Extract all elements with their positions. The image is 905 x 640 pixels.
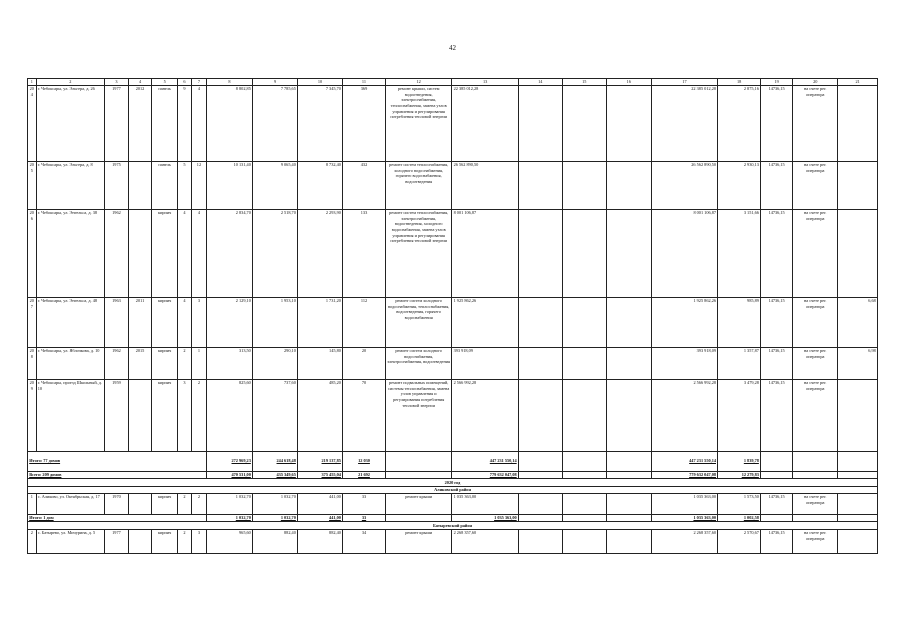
total-row: [28, 451, 878, 471]
year-heading: [28, 479, 878, 486]
cell-s2: 882,40: [253, 529, 298, 553]
cell-c16: [606, 85, 651, 161]
column-number: 11: [343, 79, 386, 86]
cell-res: 369: [343, 85, 386, 161]
district-heading: [28, 522, 878, 529]
table-row: [28, 209, 878, 297]
table-row: [28, 85, 878, 161]
cell-fund: 8 001 106,87: [651, 209, 717, 297]
total-sum: 1 035 363,00: [452, 515, 518, 522]
cell-en: 3: [191, 297, 206, 347]
total-label: Всего: 209 домов: [28, 471, 207, 478]
cell-s3: 8 732,40: [298, 161, 343, 209]
cell-unit: 1 573,50: [718, 494, 761, 515]
cell-addr: с. Аликово, ул. Октябрьская, д. 17: [36, 494, 105, 515]
cell-res: 20: [343, 347, 386, 379]
cell-c14: [518, 297, 562, 347]
total-empty: [385, 451, 451, 471]
total-empty: [518, 471, 562, 478]
total-s3: 441,00: [298, 515, 343, 522]
cell-y2: 2015: [128, 347, 152, 379]
cell-acct: на счете рег. оператора: [793, 297, 838, 347]
cell-y2: [128, 161, 152, 209]
cell-work: ремонт систем холодного водоснабжения, электроснабжения, водоотведения: [385, 347, 451, 379]
cell-fl: 4: [178, 209, 192, 297]
cell-y2: [128, 209, 152, 297]
cell-y1: 1963: [105, 297, 129, 347]
cell-mat: панель: [152, 85, 178, 161]
column-number: 17: [651, 79, 717, 86]
cell-en: 3: [191, 529, 206, 553]
total-s1: 470 531,00: [206, 471, 252, 478]
table-row: [28, 347, 878, 379]
column-number: 10: [298, 79, 343, 86]
cell-s3: 145,80: [298, 347, 343, 379]
cell-c15: [562, 347, 606, 379]
cell-y1: 1959: [105, 379, 129, 451]
cell-en: 2: [191, 379, 206, 451]
cell-lim: 14736,15: [761, 209, 793, 297]
cell-fl: 5: [178, 161, 192, 209]
cell-c16: [606, 494, 651, 515]
total-empty: [606, 515, 651, 522]
cell-y1: 1962: [105, 347, 129, 379]
cell-lim: 14736,15: [761, 494, 793, 515]
cell-c21: [838, 379, 878, 451]
cell-acct: на счете рег. оператора: [793, 209, 838, 297]
total-s1: 272 969,23: [206, 451, 252, 471]
cell-acct: на счете рег. оператора: [793, 161, 838, 209]
cell-work: ремонт крыши: [385, 494, 451, 515]
cell-fund: 2 566 992,28: [651, 379, 717, 451]
cell-c21: [838, 209, 878, 297]
cell-addr: г. Чебоксары, ул. Энгельса, д. 48: [36, 297, 105, 347]
total-s1: 1 032,70: [206, 515, 252, 522]
cell-unit: 3 479,28: [718, 379, 761, 451]
total-unit: 12 279,83: [718, 471, 761, 478]
cell-n: 208: [28, 347, 37, 379]
total-unit: 1 839,78: [718, 451, 761, 471]
total-empty: [385, 471, 451, 478]
cell-s2: 2 518,70: [253, 209, 298, 297]
cell-c15: [562, 209, 606, 297]
column-number: 5: [152, 79, 178, 86]
cell-y1: 1977: [105, 85, 129, 161]
column-number: 2: [36, 79, 105, 86]
total-sum: 447 231 550,14: [452, 451, 518, 471]
total-s2: 1 032,70: [253, 515, 298, 522]
total-s2: 435 349,65: [253, 471, 298, 478]
cell-s1: 2 834,70: [206, 209, 252, 297]
cell-y1: 1975: [105, 161, 129, 209]
cell-mat: кирпич: [152, 529, 178, 553]
total-fund: 1 035 363,00: [651, 515, 717, 522]
column-number: 19: [761, 79, 793, 86]
cell-c15: [562, 529, 606, 553]
cell-sum: 22 385 012,28: [452, 85, 518, 161]
total-empty: [793, 471, 838, 478]
cell-work: ремонт систем холодного водоснабжения, теплоснабжения, водоотведения, горячего водоснабжения: [385, 297, 451, 347]
cell-unit: 985,89: [718, 297, 761, 347]
cell-y2: [128, 494, 152, 515]
cell-fl: 2: [178, 529, 192, 553]
cell-s1: 1 032,70: [206, 494, 252, 515]
cell-s3: 2 293,90: [298, 209, 343, 297]
total-res: 33: [343, 515, 386, 522]
total-empty: [518, 451, 562, 471]
total-empty: [562, 451, 606, 471]
cell-c14: [518, 529, 562, 553]
total-s3: 375 455,04: [298, 471, 343, 478]
cell-c15: [562, 85, 606, 161]
cell-s3: 485,20: [298, 379, 343, 451]
cell-fl: 9: [178, 85, 192, 161]
cell-work: ремонт крыши: [385, 529, 451, 553]
cell-addr: г. Чебоксары, ул. Эльгера, д. 26: [36, 85, 105, 161]
cell-work: ремонт систем теплоснабжения, холодного водоснабжения, горячего водоснабжения, водоотведения: [385, 161, 451, 209]
district-heading-label: Аликовский район: [28, 486, 878, 493]
cell-acct: на счете рег. оператора: [793, 379, 838, 451]
cell-mat: кирпич: [152, 347, 178, 379]
cell-unit: 3 151,66: [718, 209, 761, 297]
cell-c14: [518, 161, 562, 209]
cell-c21: [838, 494, 878, 515]
column-number: 3: [105, 79, 129, 86]
cell-unit: 2 875,16: [718, 85, 761, 161]
total-fund: 779 632 047,08: [651, 471, 717, 478]
cell-y2: [128, 379, 152, 451]
cell-y1: 1962: [105, 209, 129, 297]
cell-mat: кирпич: [152, 209, 178, 297]
cell-fl: 2: [178, 347, 192, 379]
total-empty: [562, 471, 606, 478]
cell-sum: 1 925 862,26: [452, 297, 518, 347]
cell-s1: 825,60: [206, 379, 252, 451]
cell-s2: 290,10: [253, 347, 298, 379]
year-heading-label: 2020 год: [28, 479, 878, 486]
cell-res: 70: [343, 379, 386, 451]
cell-c16: [606, 379, 651, 451]
column-number: 21: [838, 79, 878, 86]
cell-y1: 1977: [105, 529, 129, 553]
cell-s2: 7 785,65: [253, 85, 298, 161]
cell-c21: [838, 529, 878, 553]
repair-program-table: [27, 78, 878, 554]
cell-n: 1: [28, 494, 37, 515]
cell-res: 33: [343, 494, 386, 515]
column-number: 8: [206, 79, 252, 86]
cell-s3: 1 731,20: [298, 297, 343, 347]
table-row: [28, 161, 878, 209]
column-number: 14: [518, 79, 562, 86]
column-number: 1: [28, 79, 37, 86]
cell-res: 133: [343, 209, 386, 297]
cell-addr: г. Чебоксары, ул. Эльгера, д. 8: [36, 161, 105, 209]
total-row: [28, 471, 878, 478]
cell-c21: [838, 161, 878, 209]
cell-c15: [562, 494, 606, 515]
cell-fund: 1 925 862,26: [651, 297, 717, 347]
total-label: Итого: 77 домов: [28, 451, 207, 471]
total-empty: [838, 471, 878, 478]
total-empty: [385, 515, 451, 522]
cell-y2: 2011: [128, 297, 152, 347]
cell-s1: 965,60: [206, 529, 252, 553]
district-heading-label: Батыревский район: [28, 522, 878, 529]
cell-res: 432: [343, 161, 386, 209]
column-number: 16: [606, 79, 651, 86]
cell-c16: [606, 209, 651, 297]
total-s3: 219 137,85: [298, 451, 343, 471]
total-empty: [761, 451, 793, 471]
table-row: [28, 494, 878, 515]
total-empty: [606, 451, 651, 471]
cell-work: ремонт систем теплоснабжения, электроснабжения, водоотведения, холодного водоснабжения, замена узлов управления и регулирования потребления тепловой энергии: [385, 209, 451, 297]
total-res: 21 692: [343, 471, 386, 478]
cell-unit: 2 930,13: [718, 161, 761, 209]
total-label: Итого: 1 дом: [28, 515, 207, 522]
cell-addr: г. Чебоксары, ул. Энгельса, д. 38: [36, 209, 105, 297]
cell-unit: 2 570,67: [718, 529, 761, 553]
cell-en: 4: [191, 85, 206, 161]
cell-s2: 737,60: [253, 379, 298, 451]
cell-s2: 1 032,70: [253, 494, 298, 515]
cell-mat: кирпич: [152, 297, 178, 347]
cell-addr: г. Чебоксары, проезд Школьный, д. 10: [36, 379, 105, 451]
cell-y2: 2012: [128, 85, 152, 161]
cell-mat: кирпич: [152, 379, 178, 451]
cell-sum: 2 268 357,60: [452, 529, 518, 553]
total-s2: 244 618,48: [253, 451, 298, 471]
cell-fl: 4: [178, 297, 192, 347]
cell-en: 2: [191, 494, 206, 515]
cell-acct: на счете рег. оператора: [793, 85, 838, 161]
district-heading: [28, 486, 878, 493]
cell-acct: на счете рег. оператора: [793, 494, 838, 515]
cell-s3: 441,00: [298, 494, 343, 515]
cell-acct: на счете рег. оператора: [793, 529, 838, 553]
total-sum: 779 632 047,08: [452, 471, 518, 478]
cell-sum: 1 035 363,00: [452, 494, 518, 515]
cell-c16: [606, 347, 651, 379]
cell-c14: [518, 379, 562, 451]
total-empty: [562, 515, 606, 522]
cell-s1: 8 802,85: [206, 85, 252, 161]
column-number: 15: [562, 79, 606, 86]
cell-n: 209: [28, 379, 37, 451]
column-number: 18: [718, 79, 761, 86]
cell-work: ремонт крыши, систем водоотведения, электроснабжения, теплоснабжения, замена узлов управления и регулирования потребления тепловой энергии: [385, 85, 451, 161]
cell-fl: 3: [178, 379, 192, 451]
cell-c21: 6,98: [838, 347, 878, 379]
total-fund: 447 231 550,14: [651, 451, 717, 471]
total-row: [28, 515, 878, 522]
total-empty: [793, 515, 838, 522]
cell-fund: 22 385 012,28: [651, 85, 717, 161]
cell-lim: 14736,15: [761, 529, 793, 553]
cell-c16: [606, 297, 651, 347]
cell-n: 206: [28, 209, 37, 297]
total-empty: [761, 515, 793, 522]
cell-n: 204: [28, 85, 37, 161]
cell-c16: [606, 161, 651, 209]
cell-c14: [518, 85, 562, 161]
table-row: [28, 297, 878, 347]
table-row: [28, 379, 878, 451]
cell-fund: 2 268 357,60: [651, 529, 717, 553]
cell-en: 1: [191, 347, 206, 379]
cell-s1: 2 129,10: [206, 297, 252, 347]
total-empty: [606, 471, 651, 478]
cell-s1: 10 131,40: [206, 161, 252, 209]
cell-sum: 2 566 992,28: [452, 379, 518, 451]
table-row: [28, 529, 878, 553]
cell-sum: 8 001 106,87: [452, 209, 518, 297]
cell-sum: 26 562 890,50: [452, 161, 518, 209]
column-number: 9: [253, 79, 298, 86]
cell-y2: [128, 529, 152, 553]
column-number: 7: [191, 79, 206, 86]
column-number: 12: [385, 79, 451, 86]
total-empty: [793, 451, 838, 471]
cell-addr: г. Чебоксары, ул. Яблочкова, д. 10: [36, 347, 105, 379]
total-empty: [838, 451, 878, 471]
cell-c14: [518, 209, 562, 297]
cell-fund: 393 918,09: [651, 347, 717, 379]
cell-s3: 882,40: [298, 529, 343, 553]
cell-work: ремонт подвальных помещений, системы теплоснабжения, замена узлов управления и регулирования потребления тепловой энергии: [385, 379, 451, 451]
cell-c15: [562, 379, 606, 451]
cell-en: 4: [191, 209, 206, 297]
cell-en: 12: [191, 161, 206, 209]
cell-c16: [606, 529, 651, 553]
cell-n: 2: [28, 529, 37, 553]
column-number: 6: [178, 79, 192, 86]
cell-n: 205: [28, 161, 37, 209]
cell-n: 207: [28, 297, 37, 347]
total-unit: 1 002,58: [718, 515, 761, 522]
cell-mat: панель: [152, 161, 178, 209]
cell-res: 34: [343, 529, 386, 553]
cell-s1: 313,50: [206, 347, 252, 379]
total-res: 12 030: [343, 451, 386, 471]
column-number-row: [28, 79, 878, 86]
cell-c14: [518, 494, 562, 515]
cell-c15: [562, 297, 606, 347]
cell-c14: [518, 347, 562, 379]
cell-s3: 7 345,70: [298, 85, 343, 161]
cell-fund: 26 562 890,50: [651, 161, 717, 209]
cell-unit: 1 357,87: [718, 347, 761, 379]
cell-s2: 9 065,40: [253, 161, 298, 209]
column-number: 4: [128, 79, 152, 86]
cell-lim: 14736,15: [761, 161, 793, 209]
cell-c15: [562, 161, 606, 209]
column-number: 20: [793, 79, 838, 86]
cell-lim: 14736,15: [761, 347, 793, 379]
cell-s2: 1 953,10: [253, 297, 298, 347]
cell-lim: 14736,15: [761, 85, 793, 161]
cell-fl: 2: [178, 494, 192, 515]
cell-c21: [838, 85, 878, 161]
total-empty: [761, 471, 793, 478]
cell-mat: кирпич: [152, 494, 178, 515]
cell-c21: 6,68: [838, 297, 878, 347]
cell-lim: 14736,15: [761, 297, 793, 347]
cell-lim: 14736,15: [761, 379, 793, 451]
cell-sum: 393 918,09: [452, 347, 518, 379]
cell-addr: с. Батырево, ул. Мичурина, д. 5: [36, 529, 105, 553]
cell-res: 112: [343, 297, 386, 347]
total-empty: [838, 515, 878, 522]
total-empty: [518, 515, 562, 522]
cell-fund: 1 035 363,00: [651, 494, 717, 515]
column-number: 13: [452, 79, 518, 86]
page-number: 42: [449, 44, 456, 52]
cell-acct: на счете рег. оператора: [793, 347, 838, 379]
cell-y1: 1970: [105, 494, 129, 515]
